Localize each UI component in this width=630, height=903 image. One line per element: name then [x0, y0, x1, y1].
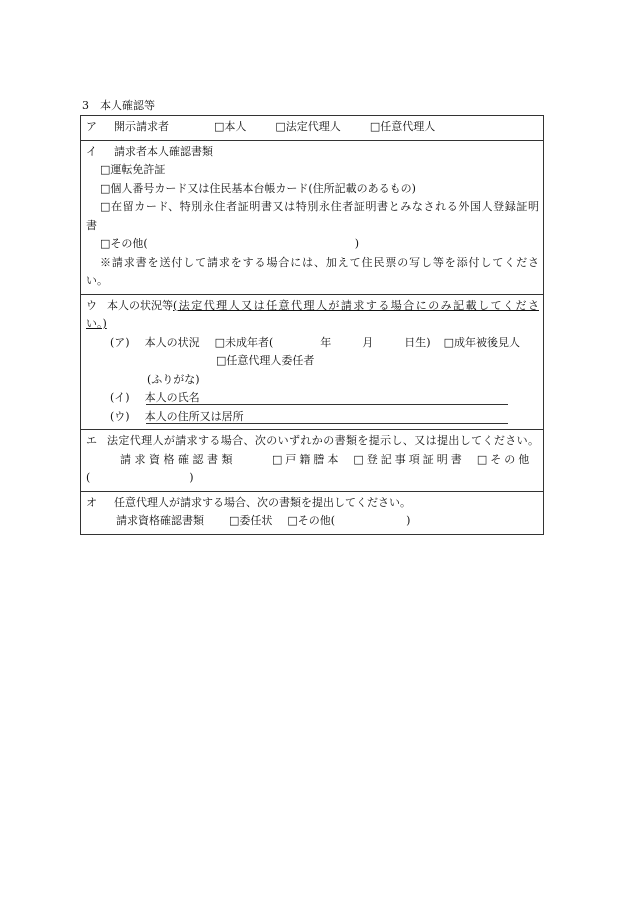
- month-label: 月: [362, 335, 374, 349]
- other-legal-doc-close: ): [189, 471, 194, 484]
- condition-note-end: い。): [86, 317, 107, 330]
- checkbox-voluntary-agent[interactable]: □任意代理人: [369, 120, 436, 133]
- person-name-label: 本人の氏名: [144, 391, 200, 404]
- checkbox-voluntary-agent-principal[interactable]: □任意代理人委任者: [216, 354, 315, 367]
- other-legal-doc-open: (: [86, 471, 91, 484]
- checkbox-minor[interactable]: □未成年者(: [214, 335, 274, 349]
- label-i: (イ): [110, 391, 130, 404]
- year-label: 年: [320, 335, 332, 349]
- checkbox-other-agent-doc[interactable]: □その他(: [287, 514, 336, 527]
- marker-u: ウ: [86, 298, 97, 312]
- legal-rep-instruction: 法定代理人が請求する場合、次のいずれかの書類を提示し、又は提出してください。: [107, 434, 539, 447]
- marker-a: ア: [86, 120, 97, 133]
- checkbox-drivers-license[interactable]: □運転免許証: [100, 163, 166, 176]
- person-address-label: 本人の住所又は居所: [144, 409, 244, 423]
- section-agent-documents: [81, 491, 543, 534]
- marker-i: イ: [86, 144, 97, 158]
- person-name-field[interactable]: [146, 404, 508, 405]
- person-status-label: 本人の状況: [144, 335, 200, 349]
- residence-card-continued: 書: [86, 218, 97, 232]
- checkbox-registry-certificate[interactable]: □登記事項証明書: [353, 452, 465, 466]
- mail-request-note: ※請求書を送付して請求をする場合には、加えて住民票の写し等を添付してくださ: [100, 255, 539, 269]
- marker-o: オ: [86, 495, 97, 509]
- checkbox-power-of-attorney[interactable]: □委任状: [229, 514, 273, 527]
- label-a: (ア): [110, 335, 130, 349]
- identity-verification-form: [80, 115, 544, 535]
- section-requester-type: [81, 116, 543, 140]
- other-document-close: ): [354, 237, 359, 250]
- legal-rep-docs-label: 請求資格確認書類: [120, 452, 236, 466]
- checkbox-residence-card[interactable]: □在留カード、特別永住者証明書又は特別永住者証明書とみなされる外国人登録証明: [100, 200, 539, 213]
- day-label: 日生): [404, 335, 431, 349]
- checkbox-legal-representative[interactable]: □法定代理人: [275, 120, 341, 133]
- condition-note: (法定代理人又は任意代理人が請求する場合にのみ記載してくださ: [173, 298, 539, 312]
- section-id-documents: [81, 140, 543, 294]
- mail-request-note-end: い。: [86, 274, 108, 287]
- other-agent-doc-close: ): [406, 514, 411, 527]
- marker-e: エ: [86, 434, 97, 447]
- furigana-label: (ふりがな): [147, 372, 200, 386]
- person-address-field[interactable]: [146, 423, 508, 424]
- section-person-status: [81, 294, 543, 430]
- checkbox-other-document[interactable]: □その他(: [100, 237, 148, 250]
- id-documents-title: 請求者本人確認書類: [114, 144, 213, 158]
- checkbox-other-legal-doc[interactable]: □その他: [476, 452, 533, 466]
- section-legal-rep-documents: [81, 429, 543, 491]
- checkbox-adult-ward[interactable]: □成年被後見人: [443, 335, 520, 349]
- agent-docs-label: 請求資格確認書類: [116, 514, 204, 527]
- requester-label: 開示請求者: [114, 120, 169, 133]
- agent-instruction: 任意代理人が請求する場合、次の書類を提出してください。: [114, 495, 411, 509]
- checkbox-self[interactable]: □本人: [214, 120, 247, 133]
- person-status-title: 本人の状況等: [107, 298, 173, 312]
- section-heading: 3 本人確認等: [82, 99, 155, 112]
- label-u: (ウ): [110, 409, 130, 423]
- checkbox-my-number-card[interactable]: □個人番号カード又は住民基本台帳カード(住所記載のあるもの): [100, 181, 416, 195]
- checkbox-family-register[interactable]: □戸籍謄本: [272, 452, 342, 466]
